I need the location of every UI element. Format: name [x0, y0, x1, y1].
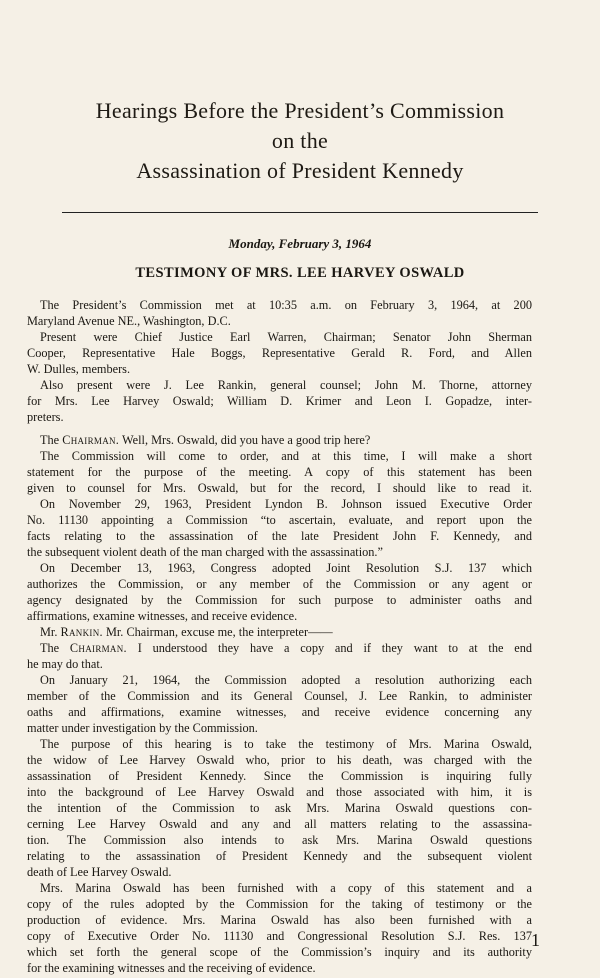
- text-line: the widow of Lee Harvey Oswald who, prior to his death, was charged with the: [27, 753, 532, 767]
- text-line: The Chairman. I understood they have a copy and if they want to at the end: [40, 641, 533, 655]
- text-line: the subsequent violent death of the man charged with the assassination.”: [27, 545, 383, 559]
- text-line: death of Lee Harvey Oswald.: [27, 865, 172, 879]
- text-line: which set forth the general scope of the Commission’s inquiry and its authority: [27, 945, 532, 959]
- text-line: oaths and affirmations, examine witnesses, and receive evidence concerning any: [27, 705, 532, 719]
- text-line: into the background of Lee Harvey Oswald and those associated with him, it is: [27, 785, 532, 799]
- text-line: W. Dulles, members.: [27, 362, 131, 376]
- title-rule: [62, 212, 538, 213]
- text-line: Maryland Avenue NE., Washington, D.C.: [27, 314, 231, 328]
- testimony-heading: TESTIMONY OF MRS. LEE HARVEY OSWALD: [135, 265, 465, 281]
- hearing-date: Monday, February 3, 1964: [228, 236, 372, 251]
- text-line: Present were Chief Justice Earl Warren, Chairman; Senator John Sherman: [40, 330, 532, 344]
- text-line: preters.: [27, 410, 64, 424]
- text-line: On November 29, 1963, President Lyndon B. Johnson issued Executive Order: [40, 497, 532, 511]
- speaker-name: Chairman.: [62, 433, 120, 447]
- text-line: On January 21, 1964, the Commission adopted a resolution authorizing each: [40, 673, 532, 687]
- text-line: cerning Lee Harvey Oswald and any and all matters relating to the assassina-: [27, 817, 532, 831]
- text-line: The Chairman. Well, Mrs. Oswald, did you have a good trip here?: [40, 433, 371, 447]
- text-line: authorizes the Commission, or any member of the Commission or any agent or: [27, 577, 532, 591]
- text-line: On December 13, 1963, Congress adopted Joint Resolution S.J. 137 which: [40, 561, 532, 575]
- text-line: assassination of President Kennedy. Since the Commission is inquiring fully: [27, 769, 532, 783]
- title-line-3: Assassination of President Kennedy: [136, 158, 464, 183]
- page-number: 1: [531, 930, 540, 950]
- title-line-2: on the: [271, 128, 329, 153]
- text-line: The purpose of this hearing is to take the testimony of Mrs. Marina Oswald,: [40, 737, 532, 751]
- speech-text: I understood they have a copy and if they want to at the end: [137, 641, 533, 655]
- text-line: Mr. Rankin. Mr. Chairman, excuse me, the interpreter——: [40, 625, 333, 639]
- text-line: copy of Executive Order No. 11130 and Congressional Resolution S.J. Res. 137: [27, 929, 532, 943]
- text-line: The President’s Commission met at 10:35 a.m. on February 3, 1964, at 200: [40, 298, 532, 312]
- text-line: matter under investigation by the Commission.: [27, 721, 258, 735]
- text-line: Mrs. Marina Oswald has been furnished with a copy of this statement and a: [40, 881, 532, 895]
- text-line: Cooper, Representative Hale Boggs, Representative Gerald R. Ford, and Allen: [27, 346, 532, 360]
- text-line: for the examining witnesses and the receiving of evidence.: [27, 961, 316, 975]
- text-line: relating to the assassination of President Kennedy and the subsequent violent: [27, 849, 532, 863]
- text-line: Also present were J. Lee Rankin, general counsel; John M. Thorne, attorney: [40, 378, 532, 392]
- text-line: the intention of the Commission to ask Mrs. Marina Oswald questions con-: [27, 801, 532, 815]
- text-line: affirmations, examine witnesses, and receive evidence.: [27, 609, 298, 623]
- text-line: he may do that.: [27, 657, 103, 671]
- text-line: copy of the rules adopted by the Commission for the taking of testimony or the: [27, 897, 532, 911]
- text-line: The Commission will come to order, and at this time, I will make a short: [40, 449, 532, 463]
- speaker-name: Rankin.: [60, 625, 103, 639]
- text-line: agency designated by the Commission for such purpose to administer oaths and: [27, 593, 532, 607]
- text-line: for Mrs. Lee Harvey Oswald; William D. Krimer and Leon I. Gopadze, inter-: [27, 394, 532, 408]
- speech-text: Mr. Chairman, excuse me, the interpreter——: [105, 625, 333, 639]
- title-line-1: Hearings Before the President’s Commission: [95, 98, 505, 123]
- speech-text: Well, Mrs. Oswald, did you have a good trip here?: [122, 433, 371, 447]
- text-line: production of evidence. Mrs. Marina Oswald has also been furnished with a: [27, 913, 532, 927]
- text-line: tion. The Commission also intends to ask Mrs. Marina Oswald questions: [27, 833, 532, 847]
- speaker-name: Chairman.: [69, 641, 127, 655]
- text-line: given to counsel for Mrs. Oswald, but for the record, I should like to read it.: [27, 481, 532, 495]
- text-line: statement for the purpose of the meeting. A copy of this statement has been: [27, 465, 532, 479]
- text-line: member of the Commission and its General Counsel, J. Lee Rankin, to administer: [27, 689, 532, 703]
- text-line: No. 11130 appointing a Commission “to ascertain, evaluate, and report upon the: [27, 513, 532, 527]
- text-line: facts relating to the assassination of the late President John F. Kennedy, and: [27, 529, 532, 543]
